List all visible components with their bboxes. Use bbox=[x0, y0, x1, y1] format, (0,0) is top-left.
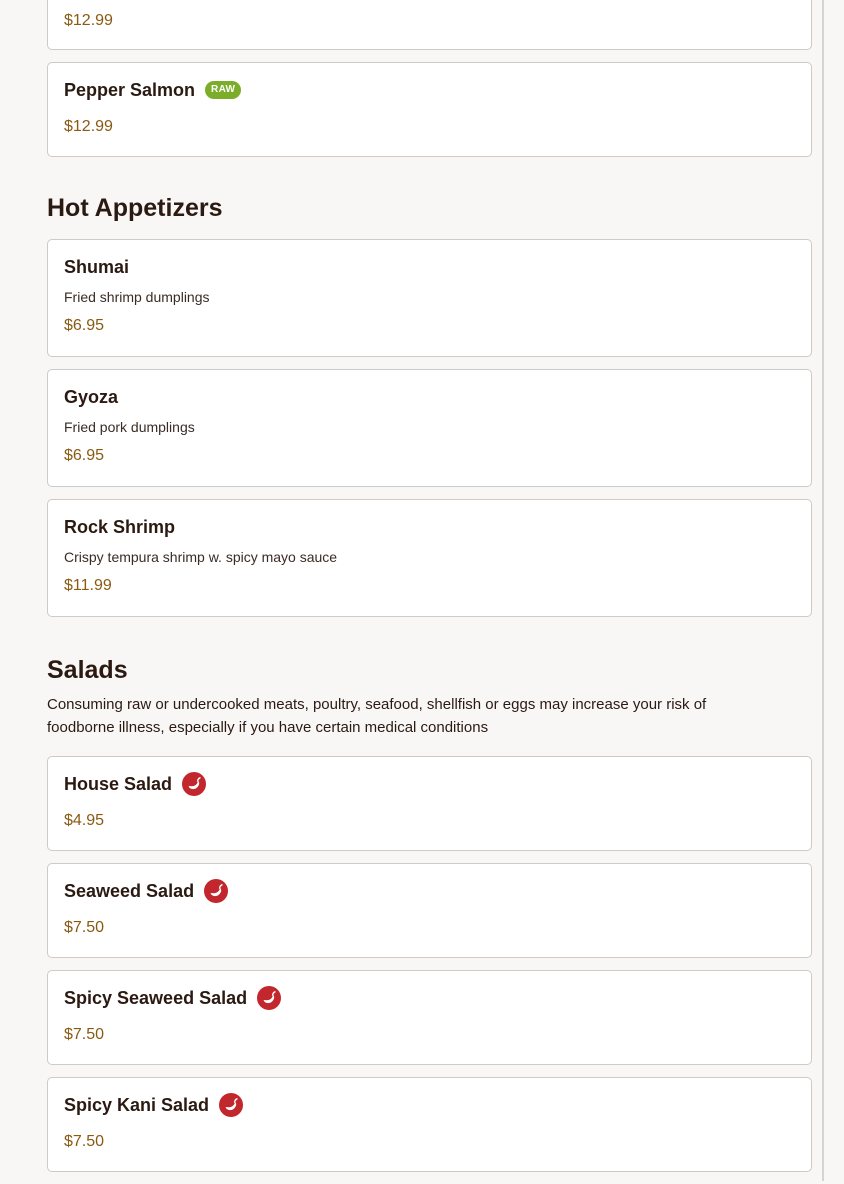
item-price: $6.95 bbox=[64, 317, 105, 334]
item-name: Spicy Kani Salad bbox=[64, 1095, 210, 1115]
item-description: Fried shrimp dumplings bbox=[64, 289, 210, 305]
menu-item-card[interactable] bbox=[47, 499, 812, 617]
item-price: $12.99 bbox=[64, 12, 113, 29]
item-price: $11.99 bbox=[64, 577, 112, 594]
item-name: Shumai bbox=[64, 257, 130, 277]
item-title-row bbox=[64, 773, 795, 795]
item-price: $7.50 bbox=[64, 1026, 105, 1043]
item-name: House Salad bbox=[64, 774, 173, 794]
item-name: Spicy Seaweed Salad bbox=[64, 988, 248, 1008]
section-hot-appetizers bbox=[47, 193, 812, 617]
item-price: $6.95 bbox=[64, 447, 105, 464]
menu-item-card[interactable] bbox=[47, 239, 812, 357]
raw-badge: RAW bbox=[205, 81, 241, 99]
item-price: $7.50 bbox=[64, 1133, 105, 1150]
spicy-pepper-icon bbox=[257, 986, 281, 1010]
section-title: Hot Appetizers bbox=[47, 194, 223, 222]
menu-item-card[interactable] bbox=[47, 62, 812, 157]
item-name: Seaweed Salad bbox=[64, 881, 195, 901]
item-price: $7.50 bbox=[64, 919, 105, 936]
item-title-row bbox=[64, 79, 795, 101]
menu-item-card[interactable] bbox=[47, 1077, 812, 1172]
section-note: Consuming raw or undercooked meats, poultry, seafood, shellfish or eggs may increase your risk of foodborne illness, especially if you have certain medical conditions bbox=[47, 696, 707, 736]
menu-item-card[interactable] bbox=[47, 0, 812, 50]
menu-item-card[interactable] bbox=[47, 369, 812, 487]
spicy-pepper-icon bbox=[219, 1093, 243, 1117]
item-name: Rock Shrimp bbox=[64, 517, 176, 537]
page-right-border bbox=[822, 0, 824, 1181]
section-salads bbox=[47, 655, 812, 1172]
menu-item-card[interactable] bbox=[47, 756, 812, 851]
item-title-row bbox=[64, 987, 795, 1009]
item-title-row bbox=[64, 516, 795, 538]
spicy-pepper-icon bbox=[204, 879, 228, 903]
section-title: Salads bbox=[47, 656, 128, 684]
item-name: Gyoza bbox=[64, 387, 119, 407]
menu-item-card[interactable] bbox=[47, 863, 812, 958]
spicy-pepper-icon bbox=[182, 772, 206, 796]
item-title-row bbox=[64, 1094, 795, 1116]
menu-content bbox=[47, 0, 812, 1184]
item-description: Crispy tempura shrimp w. spicy mayo sauce bbox=[64, 549, 338, 565]
item-title-row bbox=[64, 880, 795, 902]
item-name: Pepper Salmon bbox=[64, 80, 196, 100]
menu-item-card[interactable] bbox=[47, 970, 812, 1065]
item-price: $12.99 bbox=[64, 118, 113, 135]
item-title-row bbox=[64, 386, 795, 408]
item-price: $4.95 bbox=[64, 812, 105, 829]
item-description: Fried pork dumplings bbox=[64, 419, 195, 435]
item-title-row bbox=[64, 256, 795, 278]
